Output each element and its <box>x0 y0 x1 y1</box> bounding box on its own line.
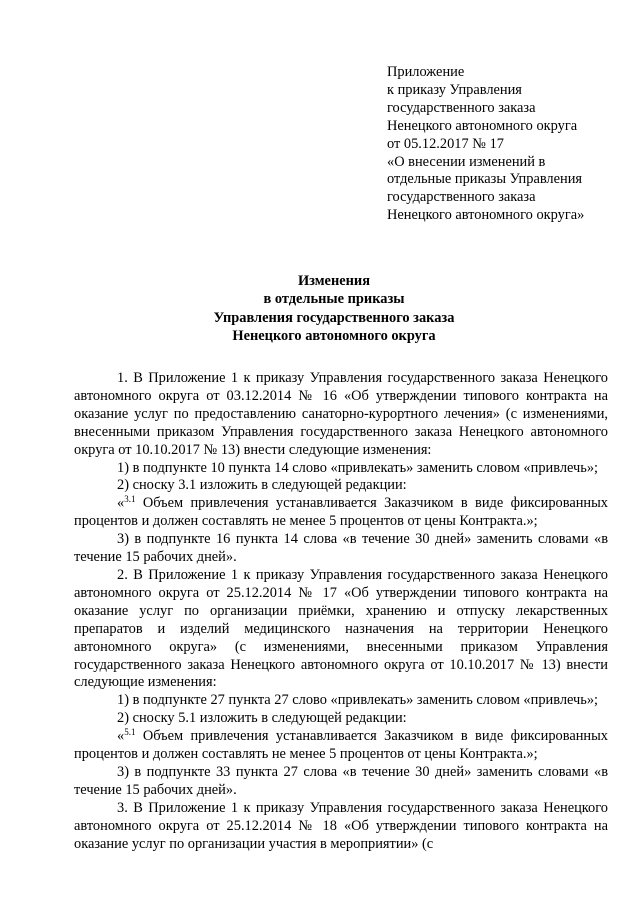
appendix-line: Ненецкого автономного округа» <box>387 207 585 224</box>
appendix-line: от 05.12.2017 № 17 <box>387 135 504 152</box>
title-line: Изменения <box>297 273 370 289</box>
footnote-quote-3-1 <box>74 495 608 531</box>
appendix-line: государственного заказа <box>387 189 536 206</box>
paragraph-1: 1. В Приложение 1 к приказу Управления государственного заказа Ненецкого автономного округа от 03.12.2014 № 16 «Об утверждении типового контракта на оказание услуг по предоставлению санаторно-курортного лечения» (с изменениями, внесенными приказом Управления государственного заказа Ненецкого автономного округа от 10.10.2017 № 13) внести следующие изменения: <box>74 370 608 458</box>
appendix-line: отдельные приказы Управления <box>387 171 583 188</box>
title-line: Ненецкого автономного округа <box>232 327 436 344</box>
paragraph-1-item-2: 2) сноску 3.1 изложить в следующей редакции: <box>117 477 407 494</box>
paragraph-2-item-3: 3) в подпункте 33 пункта 27 слова «в течение 30 дней» заменить словами «в течение 15 рабочих дней». <box>74 763 608 798</box>
quote-open: « <box>117 728 125 745</box>
appendix-line: к приказу Управления <box>387 81 522 98</box>
document-title <box>60 272 608 345</box>
footnote-quote-5-1 <box>74 728 608 764</box>
paragraph-1-item-1: 1) в подпункте 10 пункта 14 слово «привлекать» заменить словом «привлечь»; <box>117 459 599 476</box>
appendix-line: «О внесении изменений в <box>387 153 546 170</box>
paragraph-2-item-2: 2) сноску 5.1 изложить в следующей редакции: <box>117 710 407 727</box>
appendix-line: Ненецкого автономного округа <box>387 117 578 134</box>
quote-text: Объем привлечения устанавливается Заказчиком в виде фиксированных процентов и должен составлять не менее 5 процентов от цены Контракта.»; <box>74 495 608 530</box>
paragraph-2: 2. В Приложение 1 к приказу Управления государственного заказа Ненецкого автономного округа от 25.12.2014 № 17 «Об утверждении типового контракта на оказание услуг по организации приёмки, хранению и отпуску лекарственных препаратов и изделий медицинского назначения на территории Ненецкого автономного округа» (с изменениями, внесенными приказом Управления государственного заказа Ненецкого автономного округа от 10.10.2017 № 13) внести следующие изменения: <box>74 566 608 691</box>
appendix-block <box>387 64 627 225</box>
appendix-line: государственного заказа <box>387 99 536 116</box>
document-body <box>74 370 608 853</box>
title-line: в отдельные приказы <box>263 291 405 308</box>
quote-text: Объем привлечения устанавливается Заказчиком в виде фиксированных процентов и должен составлять не менее 5 процентов от цены Контракта.»; <box>74 728 608 763</box>
title-line: Управления государственного заказа <box>213 309 455 326</box>
footnote-number: 3.1 <box>124 494 136 505</box>
paragraph-1-item-3: 3) в подпункте 16 пункта 14 слова «в течение 30 дней» заменить словами «в течение 15 рабочих дней». <box>74 531 608 566</box>
footnote-number: 5.1 <box>124 727 136 738</box>
paragraph-3: 3. В Приложение 1 к приказу Управления государственного заказа Ненецкого автономного округа от 25.12.2014 № 18 «Об утверждении типового контракта на оказание услуг по организации участия в мероприятии» (с <box>74 799 608 852</box>
quote-open: « <box>117 495 125 512</box>
appendix-line: Приложение <box>387 64 465 80</box>
paragraph-2-item-1: 1) в подпункте 27 пункта 27 слово «привлекать» заменить словом «привлечь»; <box>117 692 599 709</box>
